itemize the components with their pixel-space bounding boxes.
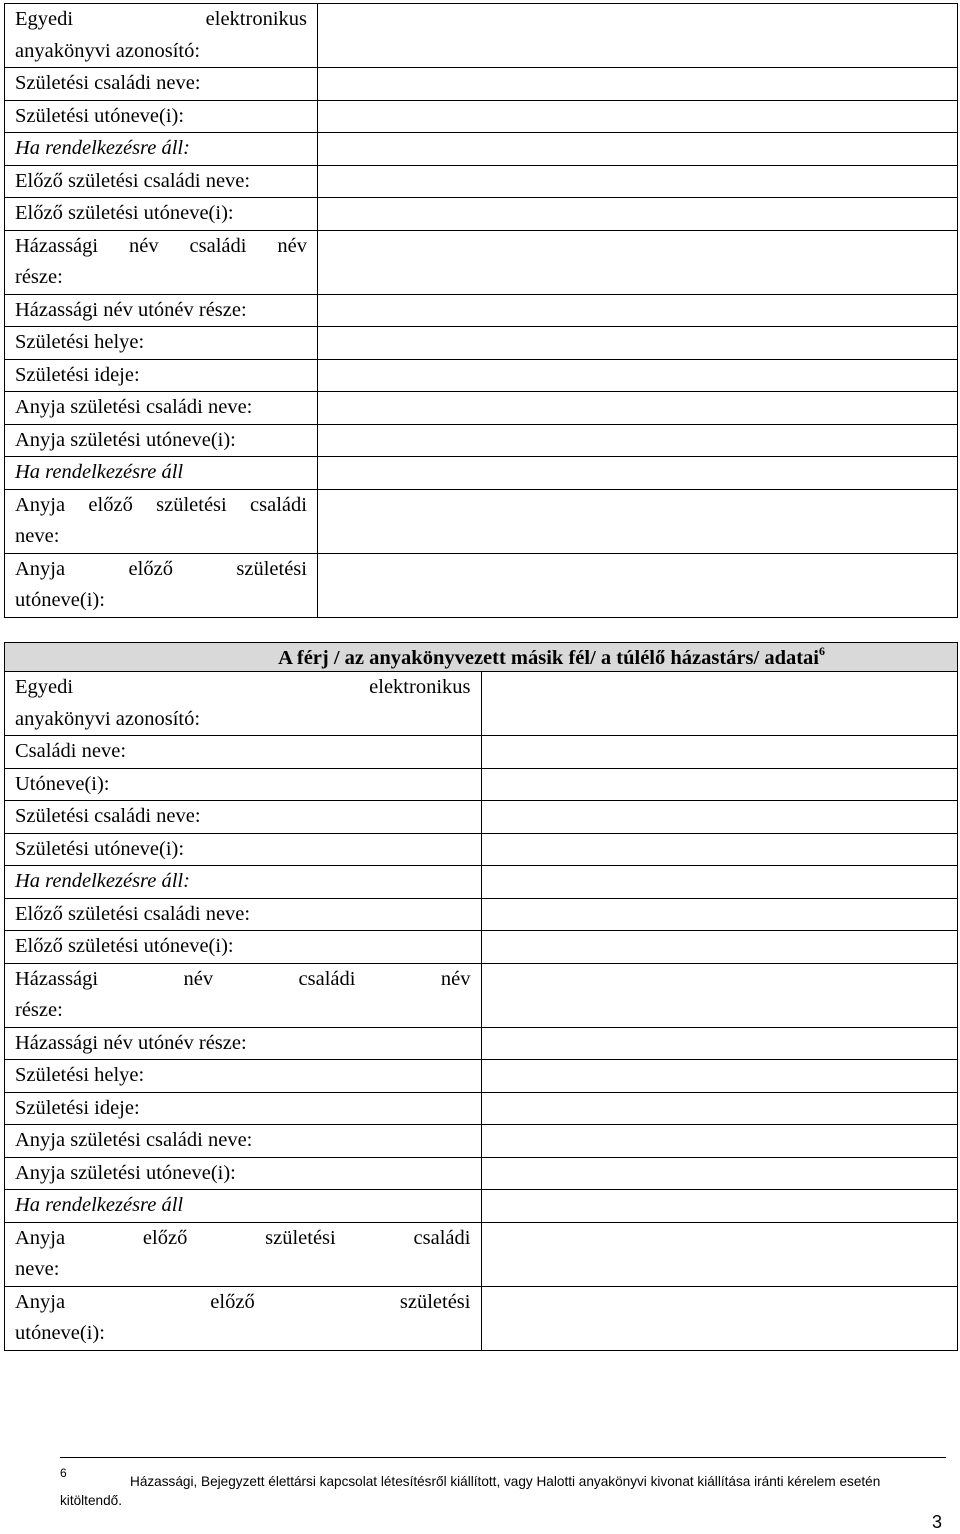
form-row	[5, 931, 958, 964]
field-label-text: Ha rendelkezésre áll:	[15, 870, 190, 892]
field-label-word: Egyedi	[15, 676, 74, 698]
field-label	[5, 230, 318, 294]
field-value-cell[interactable]	[481, 833, 958, 866]
field-value-cell[interactable]	[318, 489, 958, 553]
form-row	[5, 672, 958, 736]
field-label	[5, 1286, 482, 1350]
footnote-text: Házassági, Bejegyzett élettársi kapcsolat létesítésről kiállított, vagy Halotti anyakönyvi kivonat kiállítása iránti kérelem esetén	[130, 1474, 881, 1489]
field-value-cell[interactable]	[481, 1190, 958, 1223]
field-label-word: Anyja	[15, 493, 66, 516]
field-label-line	[15, 231, 307, 263]
field-label-word: születési	[236, 557, 307, 580]
form-row	[5, 198, 958, 231]
field-label-text: Születési utóneve(i):	[15, 837, 185, 860]
field-label-text: Születési helye:	[15, 1064, 145, 1086]
field-label	[5, 165, 318, 198]
field-label	[5, 359, 318, 392]
field-value-cell[interactable]	[481, 768, 958, 801]
field-label-text: Ha rendelkezésre áll	[15, 1194, 184, 1216]
field-label-word: Anyja	[15, 1226, 66, 1249]
field-label	[5, 327, 318, 360]
field-label	[5, 931, 482, 964]
field-value-cell[interactable]	[318, 327, 958, 360]
field-label-text: Előző születési utóneve(i):	[15, 935, 234, 957]
form-row	[5, 68, 958, 101]
field-label-word: előző	[128, 557, 173, 580]
field-label-word: név	[183, 967, 214, 990]
field-value-cell[interactable]	[318, 359, 958, 392]
field-label	[5, 1125, 482, 1158]
form-row	[5, 457, 958, 490]
form-row	[5, 898, 958, 931]
field-label-line	[15, 4, 307, 36]
field-label-word: Házassági	[15, 967, 99, 990]
form-row	[5, 833, 958, 866]
field-label-word: családi	[250, 493, 307, 516]
form-row	[5, 553, 958, 617]
field-label	[5, 801, 482, 834]
form-row	[5, 327, 958, 360]
field-label-word: elektronikus	[205, 8, 307, 30]
field-label-word: név	[440, 967, 471, 990]
field-label-text: Anyja születési utóneve(i):	[15, 428, 236, 451]
field-label-word: családi	[189, 234, 247, 257]
field-label-word: név	[129, 234, 159, 257]
field-value-cell[interactable]	[318, 457, 958, 490]
field-label-word: családi	[298, 967, 356, 990]
field-label	[5, 1027, 482, 1060]
form-row	[5, 963, 958, 1027]
field-value-cell[interactable]	[318, 100, 958, 133]
form-row	[5, 359, 958, 392]
table-header-text: A férj / az anyakönyvezett másik fél/ a túlélő házastárs/ adatai	[278, 647, 819, 669]
registry-data-table-1	[4, 3, 958, 618]
field-label-text: Utóneve(i):	[15, 772, 110, 795]
field-label-line	[15, 1223, 471, 1255]
field-label	[5, 963, 482, 1027]
table-header-row	[5, 643, 958, 672]
form-row	[5, 1286, 958, 1350]
field-label-word: Egyedi	[15, 8, 74, 30]
field-value-cell[interactable]	[481, 931, 958, 964]
field-label-line: neve:	[15, 1258, 60, 1280]
field-label-text: Anyja születési családi neve:	[15, 396, 253, 418]
field-label	[5, 424, 318, 457]
form-row	[5, 230, 958, 294]
form-row	[5, 736, 958, 769]
field-label-word: elektronikus	[369, 676, 471, 698]
field-label	[5, 833, 482, 866]
field-label	[5, 736, 482, 769]
field-value-cell[interactable]	[318, 294, 958, 327]
field-value-cell[interactable]	[481, 1060, 958, 1093]
form-row	[5, 392, 958, 425]
field-label	[5, 1190, 482, 1223]
field-label	[5, 1157, 482, 1190]
field-value-cell[interactable]	[318, 198, 958, 231]
field-label-word: előző	[142, 1226, 188, 1249]
footnote-number: 6	[60, 1466, 67, 1480]
field-label-line: anyakönyvi azonosító:	[15, 39, 201, 62]
field-label-line	[15, 1287, 471, 1319]
field-label-line: neve:	[15, 525, 60, 547]
field-label-word: név	[277, 234, 307, 257]
field-label-line	[15, 554, 307, 586]
field-label	[5, 1222, 482, 1286]
field-value-cell[interactable]	[481, 672, 958, 736]
field-label-word: előző	[210, 1290, 255, 1313]
field-value-cell[interactable]	[318, 133, 958, 166]
field-label-text: Házassági név utónév része:	[15, 298, 247, 321]
field-label-text: Születési ideje:	[15, 1096, 140, 1119]
field-label-word: Anyja	[15, 1290, 66, 1313]
field-value-cell[interactable]	[481, 1157, 958, 1190]
field-label	[5, 866, 482, 899]
table-header	[5, 643, 958, 672]
form-row	[5, 1027, 958, 1060]
form-row	[5, 1092, 958, 1125]
footnote-separator	[60, 1457, 946, 1458]
field-label-text: Születési családi neve:	[15, 805, 201, 827]
field-value-cell[interactable]	[481, 1222, 958, 1286]
form-row	[5, 1190, 958, 1223]
field-value-cell[interactable]	[481, 1092, 958, 1125]
field-value-cell[interactable]	[318, 553, 958, 617]
field-value-cell[interactable]	[481, 1286, 958, 1350]
form-row	[5, 1157, 958, 1190]
field-value-cell[interactable]	[481, 1027, 958, 1060]
field-value-cell[interactable]	[318, 230, 958, 294]
field-label	[5, 68, 318, 101]
field-label-text: Házassági név utónév része:	[15, 1031, 247, 1054]
form-row	[5, 424, 958, 457]
form-row	[5, 100, 958, 133]
field-value-cell[interactable]	[318, 4, 958, 68]
field-label-line: utóneve(i):	[15, 1322, 105, 1344]
field-value-cell[interactable]	[318, 165, 958, 198]
spouse-data-table	[4, 642, 958, 1351]
footnote-continuation: kitöltendő.	[60, 1493, 122, 1508]
form-row	[5, 165, 958, 198]
field-label-word: előző	[88, 493, 133, 516]
field-value-cell[interactable]	[481, 963, 958, 1027]
field-value-cell[interactable]	[481, 801, 958, 834]
field-label-word: Anyja	[15, 557, 66, 580]
field-label-word: Házassági	[15, 234, 99, 257]
field-label	[5, 457, 318, 490]
form-row	[5, 801, 958, 834]
field-value-cell[interactable]	[318, 424, 958, 457]
field-label	[5, 100, 318, 133]
field-label-word: születési	[265, 1226, 336, 1249]
field-label-line	[15, 964, 471, 996]
field-label	[5, 392, 318, 425]
field-label-text: Családi neve:	[15, 740, 127, 762]
field-value-cell[interactable]	[318, 392, 958, 425]
field-label-text: Előző születési utóneve(i):	[15, 202, 234, 224]
field-label	[5, 198, 318, 231]
field-label-line	[15, 672, 471, 704]
form-row	[5, 1060, 958, 1093]
field-value-cell[interactable]	[481, 1125, 958, 1158]
field-label	[5, 4, 318, 68]
field-label-word: születési	[156, 493, 227, 516]
field-label	[5, 672, 482, 736]
field-label-text: Születési helye:	[15, 331, 145, 353]
form-row	[5, 133, 958, 166]
field-label-text: Születési családi neve:	[15, 72, 201, 94]
page-number: 3	[931, 1512, 942, 1532]
field-label-line: utóneve(i):	[15, 589, 105, 611]
footnote-reference: 6	[819, 644, 825, 658]
field-label-text: Anyja születési családi neve:	[15, 1129, 253, 1151]
field-label-line: része:	[15, 266, 63, 288]
field-label	[5, 898, 482, 931]
form-row	[5, 294, 958, 327]
field-label-text: Anyja születési utóneve(i):	[15, 1161, 236, 1184]
field-label	[5, 489, 318, 553]
form-row	[5, 866, 958, 899]
field-label-text: Születési ideje:	[15, 363, 140, 386]
field-value-cell[interactable]	[481, 736, 958, 769]
field-label-word: családi	[413, 1226, 471, 1249]
field-label-line	[15, 490, 307, 522]
field-label	[5, 1092, 482, 1125]
field-value-cell[interactable]	[481, 898, 958, 931]
form-row	[5, 489, 958, 553]
field-label-line: anyakönyvi azonosító:	[15, 707, 201, 730]
form-row	[5, 1222, 958, 1286]
field-label	[5, 294, 318, 327]
field-label-text: Születési utóneve(i):	[15, 104, 185, 127]
field-label-text: Ha rendelkezésre áll:	[15, 137, 190, 159]
field-label	[5, 133, 318, 166]
form-row	[5, 768, 958, 801]
field-label-text: Előző születési családi neve:	[15, 169, 251, 192]
field-value-cell[interactable]	[481, 866, 958, 899]
field-label	[5, 768, 482, 801]
field-label-word: születési	[399, 1290, 471, 1313]
form-row	[5, 1125, 958, 1158]
field-label	[5, 1060, 482, 1093]
field-label-text: Előző születési családi neve:	[15, 902, 251, 925]
field-label-line: része:	[15, 999, 63, 1021]
field-value-cell[interactable]	[318, 68, 958, 101]
form-row	[5, 4, 958, 68]
field-label	[5, 553, 318, 617]
field-label-text: Ha rendelkezésre áll	[15, 461, 184, 483]
